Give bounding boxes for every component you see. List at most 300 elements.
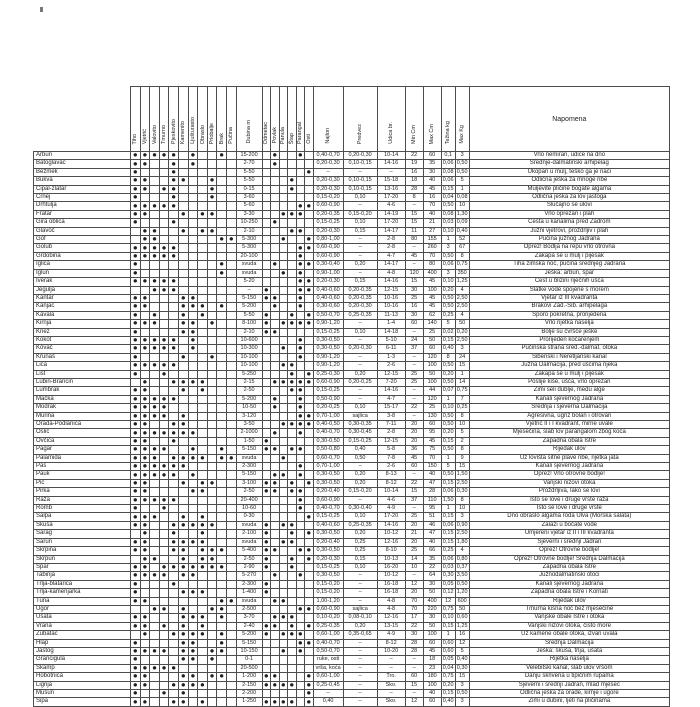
cell-obraslo: [198, 471, 208, 479]
cell-pjeskovito: [169, 387, 179, 395]
cell-max-kg: 0,50: [456, 580, 468, 587]
dot-icon: ●: [217, 303, 227, 311]
cell-ljusturasto: [188, 547, 198, 555]
cell-valovito: [150, 185, 160, 193]
cell-brak: [217, 555, 227, 563]
cell-odmetac: [262, 463, 271, 471]
cell-pjeskovito: [169, 479, 179, 487]
cell-pjeskovito: [169, 261, 179, 269]
dot-icon: ●: [131, 454, 141, 462]
table-row: [34, 496, 670, 504]
table-row: [34, 505, 670, 513]
cell-tezina-kg: 0,06: [442, 521, 454, 528]
dot-icon: ●: [279, 345, 288, 353]
cell-name: Lica: [34, 362, 131, 370]
cell-stap: [288, 294, 297, 302]
dot-icon: ●: [140, 530, 150, 538]
dot-icon: ●: [179, 622, 189, 630]
cell-parangal: [296, 614, 305, 622]
dot-icon: ●: [207, 555, 217, 563]
cell-max-cm: 75: [423, 446, 441, 454]
cell-max-kg: 2: [455, 437, 469, 445]
table-row: [34, 673, 670, 681]
cell-kamenito: [179, 488, 189, 496]
cell-dubina: svuda: [236, 538, 262, 546]
cell-obraslo: [198, 252, 208, 260]
cell-napomena: Vjetrić II i I kvadrant, mirne uvale: [469, 421, 669, 429]
cell-udica: 14-16: [377, 521, 405, 529]
dot-icon: ●: [279, 378, 288, 386]
cell-parangal: [296, 656, 305, 664]
cell-max-cm: 47: [423, 530, 441, 538]
cell-predvez: 0,20: [343, 261, 377, 269]
dot-icon: ●: [296, 378, 305, 386]
cell-dubina: 20-400: [236, 496, 262, 504]
dot-icon: ●: [198, 479, 208, 487]
cell-pjeskovito: [169, 227, 179, 235]
cell-tezina-kg: 0,10: [442, 404, 454, 411]
cell-predvez: 0,20: [343, 479, 377, 487]
cell-ljusturasto: [188, 421, 198, 429]
dot-icon: ●: [131, 538, 141, 546]
cell-panula: [279, 690, 288, 698]
cell-tiho: [131, 236, 141, 244]
dot-icon: ●: [305, 681, 314, 689]
cell-tezina-kg: 0,08: [442, 210, 454, 217]
cell-tmurno: [159, 580, 169, 588]
cell-max-kg: 0,50: [456, 160, 468, 167]
cell-odmetac: [262, 219, 271, 227]
dot-icon: ●: [169, 177, 179, 185]
cell-predvez: –: [343, 168, 377, 176]
cell-panula: [279, 446, 288, 454]
cell-dubina: 1-50: [236, 437, 262, 445]
cell-udica: 14-17: [377, 227, 405, 235]
cell-predvez: –: [343, 353, 377, 361]
dot-icon: ●: [179, 605, 189, 613]
cell-pucina: [227, 362, 237, 370]
cell-predvez: 0,25-0,35: [343, 521, 377, 529]
dot-icon: ●: [217, 454, 227, 462]
dot-icon: ●: [179, 463, 189, 471]
dot-icon: ●: [140, 614, 150, 622]
cell-max-cm: 35: [423, 160, 441, 168]
dot-icon: ●: [179, 647, 189, 655]
dot-icon: ●: [207, 320, 217, 328]
cell-predvez: –: [343, 664, 377, 672]
dot-icon: ●: [305, 236, 314, 244]
cell-povlak: [271, 656, 280, 664]
cell-udica: 14-17: [377, 261, 405, 269]
cell-name: Kokot: [34, 336, 131, 344]
cell-pucina: [227, 429, 237, 437]
cell-max-cm: 95: [423, 505, 441, 513]
cell-udica: 10-16: [377, 303, 405, 311]
cell-stap: [288, 353, 297, 361]
cell-brak: [217, 572, 227, 580]
cell-panula: [279, 505, 288, 513]
cell-brak: [217, 345, 227, 353]
cell-osti: [305, 404, 314, 412]
cell-brak: [217, 429, 227, 437]
cell-min-cm: 15: [405, 681, 423, 689]
cell-obraslo: [198, 412, 208, 420]
cell-brak: [217, 656, 227, 664]
dot-icon: ●: [169, 185, 179, 193]
cell-tezina-kg: 0,60: [442, 647, 454, 654]
dot-icon: ●: [169, 252, 179, 260]
dot-icon: ●: [198, 555, 208, 563]
cell-udica: 14-18: [377, 328, 405, 336]
cell-panula: [279, 656, 288, 664]
cell-brak: [217, 538, 227, 546]
table-row: [34, 320, 670, 328]
table-row: [34, 210, 670, 218]
dot-icon: ●: [188, 673, 198, 681]
cell-valovito: [150, 521, 160, 529]
cell-ljusturasto: [188, 505, 198, 513]
cell-dubina: 2-300: [236, 580, 262, 588]
cell-vjetric: [140, 311, 150, 319]
cell-vjetric: [140, 370, 150, 378]
cell-ljusturasto: [188, 362, 198, 370]
cell-predvez: 0,10: [343, 219, 377, 227]
cell-tmurno: [159, 479, 169, 487]
cell-povlak: [271, 421, 280, 429]
cell-dubina: 5-150: [236, 294, 262, 302]
cell-name: Iglica: [34, 261, 131, 269]
cell-parangal: [296, 530, 305, 538]
cell-odmetac: [262, 572, 271, 580]
cell-ljusturasto: [188, 278, 198, 286]
cell-tiho: [131, 605, 141, 613]
dot-icon: ●: [262, 286, 271, 294]
cell-dubina: 1-200: [236, 673, 262, 681]
cell-max-cm: 100: [423, 378, 441, 386]
cell-min-cm: –: [405, 244, 423, 252]
cell-priobalje: [207, 421, 217, 429]
col-header-parangal: [296, 87, 305, 152]
cell-vjetric: [140, 261, 150, 269]
cell-napomena: Proždrljiva, lako se lovi: [469, 488, 669, 496]
cell-osti: [305, 152, 314, 160]
cell-povlak: [271, 336, 280, 344]
cell-obraslo: [198, 269, 208, 277]
cell-min-cm: –: [405, 471, 423, 479]
cell-min-cm: 11: [405, 227, 423, 235]
dot-icon: ●: [169, 563, 179, 571]
cell-tmurno: [159, 303, 169, 311]
table-row: [34, 513, 670, 521]
cell-tezina-kg: 0,04: [442, 664, 454, 671]
cell-priobalje: [207, 513, 217, 521]
dot-icon: ●: [140, 362, 150, 370]
dot-icon: ●: [131, 294, 141, 302]
cell-najlon: 0,15-0,25: [313, 328, 343, 336]
cell-tezina-kg: 0,1: [441, 152, 455, 160]
dot-icon: ●: [188, 446, 198, 454]
cell-pucina: [227, 202, 237, 210]
cell-najlon: 0,20-0,30: [313, 185, 343, 193]
dot-icon: ●: [131, 572, 141, 580]
dot-icon: ●: [179, 521, 189, 529]
cell-brak: [217, 698, 227, 706]
cell-max-kg: 3,50: [456, 572, 468, 579]
dot-icon: ●: [159, 572, 169, 580]
cell-najlon: 0,40-0,60: [313, 286, 343, 294]
cell-odmetac: [262, 690, 271, 698]
cell-brak: [217, 404, 227, 412]
dot-icon: ●: [227, 454, 237, 462]
cell-name: Knez: [34, 328, 131, 336]
cell-napomena: Vanjski nizovi otoka, čisto more: [469, 622, 669, 630]
dot-icon: ●: [131, 471, 141, 479]
dot-icon: ●: [262, 555, 271, 563]
cell-ljusturasto: [188, 236, 198, 244]
cell-pucina: [227, 336, 237, 344]
cell-dubina: 3-70: [236, 614, 262, 622]
table-row: [34, 690, 670, 698]
dot-icon: ●: [179, 479, 189, 487]
cell-obraslo: [198, 572, 208, 580]
cell-valovito: [150, 547, 160, 555]
dot-icon: ●: [279, 454, 288, 462]
cell-povlak: [271, 202, 280, 210]
cell-priobalje: [207, 412, 217, 420]
cell-udica: 4-8: [377, 605, 405, 613]
cell-tezina-kg: 0,10: [442, 278, 454, 285]
cell-name: Lubin-Brancin: [34, 378, 131, 386]
cell-max-cm: 400: [423, 597, 441, 605]
dot-icon: ●: [131, 563, 141, 571]
dot-icon: ●: [179, 614, 189, 622]
cell-dubina: 10-100: [236, 353, 262, 361]
cell-kamenito: [179, 194, 189, 202]
cell-tezina-kg: 5: [441, 463, 455, 471]
dot-icon: ●: [271, 294, 280, 302]
cell-priobalje: [207, 505, 217, 513]
cell-max-cm: 30: [423, 580, 441, 588]
cell-pucina: [227, 673, 237, 681]
cell-osti: [305, 328, 314, 336]
cell-odmetac: [262, 378, 271, 386]
dot-icon: ●: [131, 370, 141, 378]
cell-min-cm: 20: [405, 421, 423, 429]
dot-icon: ●: [179, 412, 189, 420]
dot-icon: ●: [188, 572, 198, 580]
cell-pjeskovito: [169, 513, 179, 521]
table-row: [34, 219, 670, 227]
cell-min-cm: –: [405, 690, 423, 698]
dot-icon: ●: [217, 647, 227, 655]
cell-ljusturasto: [188, 185, 198, 193]
dot-icon: ●: [217, 446, 227, 454]
col-header-label: Tiho: [132, 133, 139, 144]
cell-odmetac: [262, 269, 271, 277]
dot-icon: ●: [169, 160, 179, 168]
cell-predvez: 0,10: [343, 563, 377, 571]
cell-osti: [305, 160, 314, 168]
dot-icon: ●: [217, 639, 227, 647]
dot-icon: ●: [131, 278, 141, 286]
cell-brak: [217, 421, 227, 429]
cell-stap: [288, 664, 297, 672]
header-row: [34, 87, 670, 152]
cell-pucina: [227, 286, 237, 294]
cell-udica: 12-15: [377, 437, 405, 445]
cell-kamenito: [179, 168, 189, 176]
cell-pucina: [227, 252, 237, 260]
dot-icon: ●: [140, 521, 150, 529]
cell-ljusturasto: [188, 622, 198, 630]
dot-icon: ●: [188, 647, 198, 655]
cell-odmetac: [262, 370, 271, 378]
cell-napomena: Zapadna obala Istre: [469, 437, 669, 445]
dot-icon: ●: [296, 387, 305, 395]
cell-min-cm: 120: [405, 269, 423, 277]
dot-icon: ●: [198, 563, 208, 571]
cell-napomena: Ješka: škuša, trlja, ušata: [469, 647, 669, 655]
cell-predvez: –: [343, 673, 377, 681]
cell-vjetric: [140, 656, 150, 664]
cell-brak: [217, 496, 227, 504]
cell-valovito: [150, 698, 160, 706]
dot-icon: ●: [271, 429, 280, 437]
dot-icon: ●: [262, 446, 271, 454]
dot-icon: ●: [169, 530, 179, 538]
cell-tezina-kg: 0,50: [442, 421, 454, 427]
dot-icon: ●: [305, 168, 314, 176]
cell-dubina: 2-1000: [236, 429, 262, 437]
cell-max-cm: 220: [423, 605, 441, 613]
dot-icon: ●: [150, 311, 160, 319]
dot-icon: ●: [279, 538, 288, 546]
cell-priobalje: [207, 631, 217, 639]
dot-icon: ●: [169, 286, 179, 294]
cell-udica: 4-9: [377, 505, 405, 513]
dot-icon: ●: [150, 345, 160, 353]
cell-stap: [288, 303, 297, 311]
table-row: [34, 521, 670, 529]
dot-icon: ●: [262, 698, 271, 706]
dot-icon: ●: [159, 244, 169, 252]
cell-name: Bukva: [34, 177, 131, 185]
cell-odmetac: [262, 278, 271, 286]
cell-tmurno: [159, 530, 169, 538]
cell-tezina-kg: 0,15: [442, 622, 454, 629]
cell-max-kg: 4: [455, 311, 469, 319]
cell-osti: [305, 303, 314, 311]
dot-icon: ●: [131, 614, 141, 622]
dot-icon: ●: [262, 521, 271, 529]
table-row: [34, 647, 670, 655]
dot-icon: ●: [131, 261, 141, 269]
dot-icon: ●: [296, 294, 305, 302]
cell-tmurno: [159, 656, 169, 664]
cell-brak: [217, 471, 227, 479]
col-header-odmetac: [262, 87, 271, 152]
cell-pjeskovito: [169, 555, 179, 563]
cell-tmurno: [159, 454, 169, 462]
cell-obraslo: [198, 286, 208, 294]
dot-icon: ●: [198, 681, 208, 689]
dot-icon: ●: [131, 328, 141, 336]
cell-name: Trlja-blatarica: [34, 580, 131, 588]
dot-icon: ●: [131, 210, 141, 218]
dot-icon: ●: [179, 563, 189, 571]
cell-name: Pic: [34, 479, 131, 487]
cell-obraslo: [198, 219, 208, 227]
dot-icon: ●: [188, 378, 198, 386]
cell-pjeskovito: [169, 605, 179, 613]
cell-min-cm: 20: [405, 521, 423, 529]
cell-tmurno: [159, 294, 169, 302]
cell-predvez: 0,50: [343, 454, 377, 462]
dot-icon: ●: [217, 261, 227, 269]
cell-napomena: Vanjske obale Istre i otoka: [469, 614, 669, 622]
cell-name: Škamp: [34, 664, 131, 672]
cell-tiho: [131, 227, 141, 235]
cell-max-kg: 0,08: [456, 194, 468, 201]
dot-icon: ●: [279, 647, 288, 655]
cell-name: Pauk: [34, 471, 131, 479]
cell-pjeskovito: [169, 269, 179, 277]
cell-najlon: 0,20-0,30: [313, 177, 343, 185]
dot-icon: ●: [150, 202, 160, 210]
cell-vjetric: [140, 269, 150, 277]
dot-icon: ●: [288, 320, 297, 328]
dot-icon: ●: [262, 681, 271, 689]
cell-parangal: [296, 236, 305, 244]
cell-brak: [217, 690, 227, 698]
col-header-povlak: [271, 87, 280, 152]
cell-udica: 12-15: [377, 286, 405, 294]
cell-napomena: Južnodalmatinski otoci: [469, 572, 669, 580]
dot-icon: ●: [296, 572, 305, 580]
cell-parangal: [296, 370, 305, 378]
cell-napomena: Čest u blizini riječnih ušća: [469, 278, 669, 286]
cell-napomena: Vanjski nizovi otoka: [469, 479, 669, 487]
dot-icon: ●: [188, 328, 198, 336]
cell-najlon: 0,30-0,50: [313, 437, 343, 445]
dot-icon: ●: [207, 353, 217, 361]
dot-icon: ●: [140, 622, 150, 630]
dot-icon: ●: [296, 446, 305, 454]
col-header-najlon: [313, 87, 343, 152]
cell-min-cm: 15: [405, 210, 423, 218]
cell-predvez: –: [343, 269, 377, 277]
cell-max-kg: 0,80: [456, 555, 468, 562]
cell-valovito: [150, 681, 160, 689]
dot-icon: ●: [150, 395, 160, 403]
cell-najlon: 0,25-0,45: [313, 681, 343, 689]
cell-valovito: [150, 589, 160, 597]
cell-pucina: [227, 345, 237, 353]
dot-icon: ●: [169, 698, 179, 706]
cell-obraslo: [198, 278, 208, 286]
cell-udica: 17-20: [377, 194, 405, 202]
cell-najlon: 0,40-0,50: [313, 421, 343, 429]
cell-name: Batoglavac: [34, 160, 131, 168]
cell-obraslo: [198, 320, 208, 328]
cell-tmurno: [159, 387, 169, 395]
cell-panula: [279, 563, 288, 571]
cell-kamenito: [179, 395, 189, 403]
table-row: [34, 370, 670, 378]
cell-udica: 10-13: [377, 555, 405, 563]
col-header-label: Valovito: [151, 124, 158, 144]
dot-icon: ●: [198, 303, 208, 311]
